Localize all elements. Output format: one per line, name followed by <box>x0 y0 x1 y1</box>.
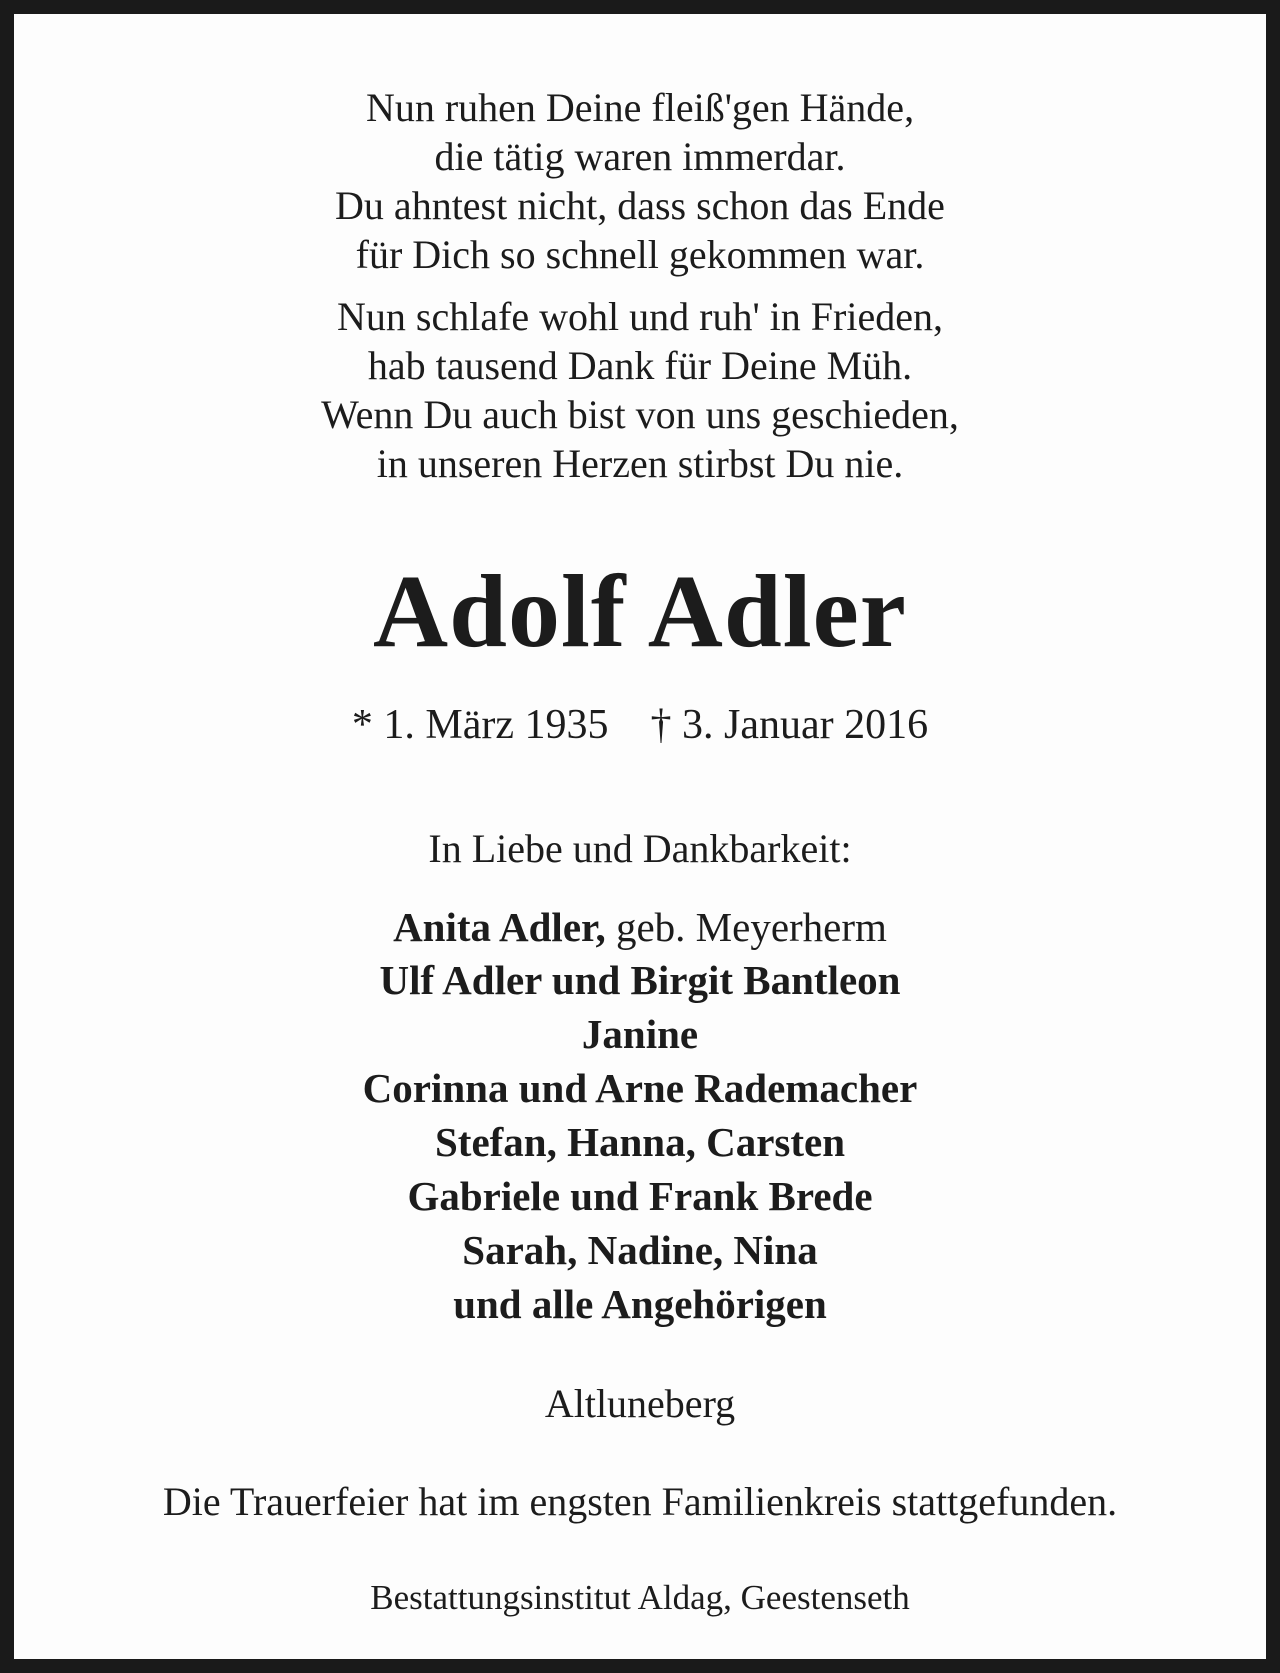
mourners-intro: In Liebe und Dankbarkeit: <box>428 826 852 871</box>
poem-line: Nun schlafe wohl und ruh' in Frieden, <box>337 294 943 339</box>
mourner-maiden-name: geb. Meyerherm <box>615 904 887 950</box>
ceremony-note: Die Trauerfeier hat im engsten Familienkreis stattgefunden. <box>162 1479 1118 1524</box>
life-dates <box>28 704 1252 746</box>
poem-line: Wenn Du auch bist von uns geschieden, <box>321 392 959 437</box>
poem-line: in unseren Herzen stirbst Du nie. <box>376 441 904 486</box>
funeral-home: Bestattungsinstitut Aldag, Geestenseth <box>370 1578 910 1617</box>
deceased-name: Adolf Adler <box>373 554 907 669</box>
mourner-line: Janine <box>581 1011 699 1057</box>
mourner-line: Gabriele und Frank Brede <box>407 1173 873 1219</box>
mourner-line: Ulf Adler und Birgit Bantleon <box>379 957 901 1003</box>
poem-line: Nun ruhen Deine fleiß'gen Hände, <box>365 85 915 130</box>
mourner-name: Anita Adler, <box>393 904 606 950</box>
poem-line: hab tausend Dank für Deine Müh. <box>367 343 913 388</box>
birth-date: * 1. März 1935 <box>351 702 609 748</box>
poem-line: für Dich so schnell gekommen war. <box>355 232 925 277</box>
poem-line: Du ahntest nicht, dass schon das Ende <box>335 183 945 228</box>
place-name: Altluneberg <box>544 1381 736 1426</box>
death-date: † 3. Januar 2016 <box>650 702 929 748</box>
mourner-line: Stefan, Hanna, Carsten <box>434 1119 846 1165</box>
mourner-line: und alle Angehörigen <box>453 1281 827 1327</box>
mourner-line: Sarah, Nadine, Nina <box>462 1227 818 1273</box>
mourner-line <box>28 904 1252 950</box>
poem-line: die tätig waren immerdar. <box>434 134 846 179</box>
mourner-line: Corinna und Arne Rademacher <box>362 1065 918 1111</box>
